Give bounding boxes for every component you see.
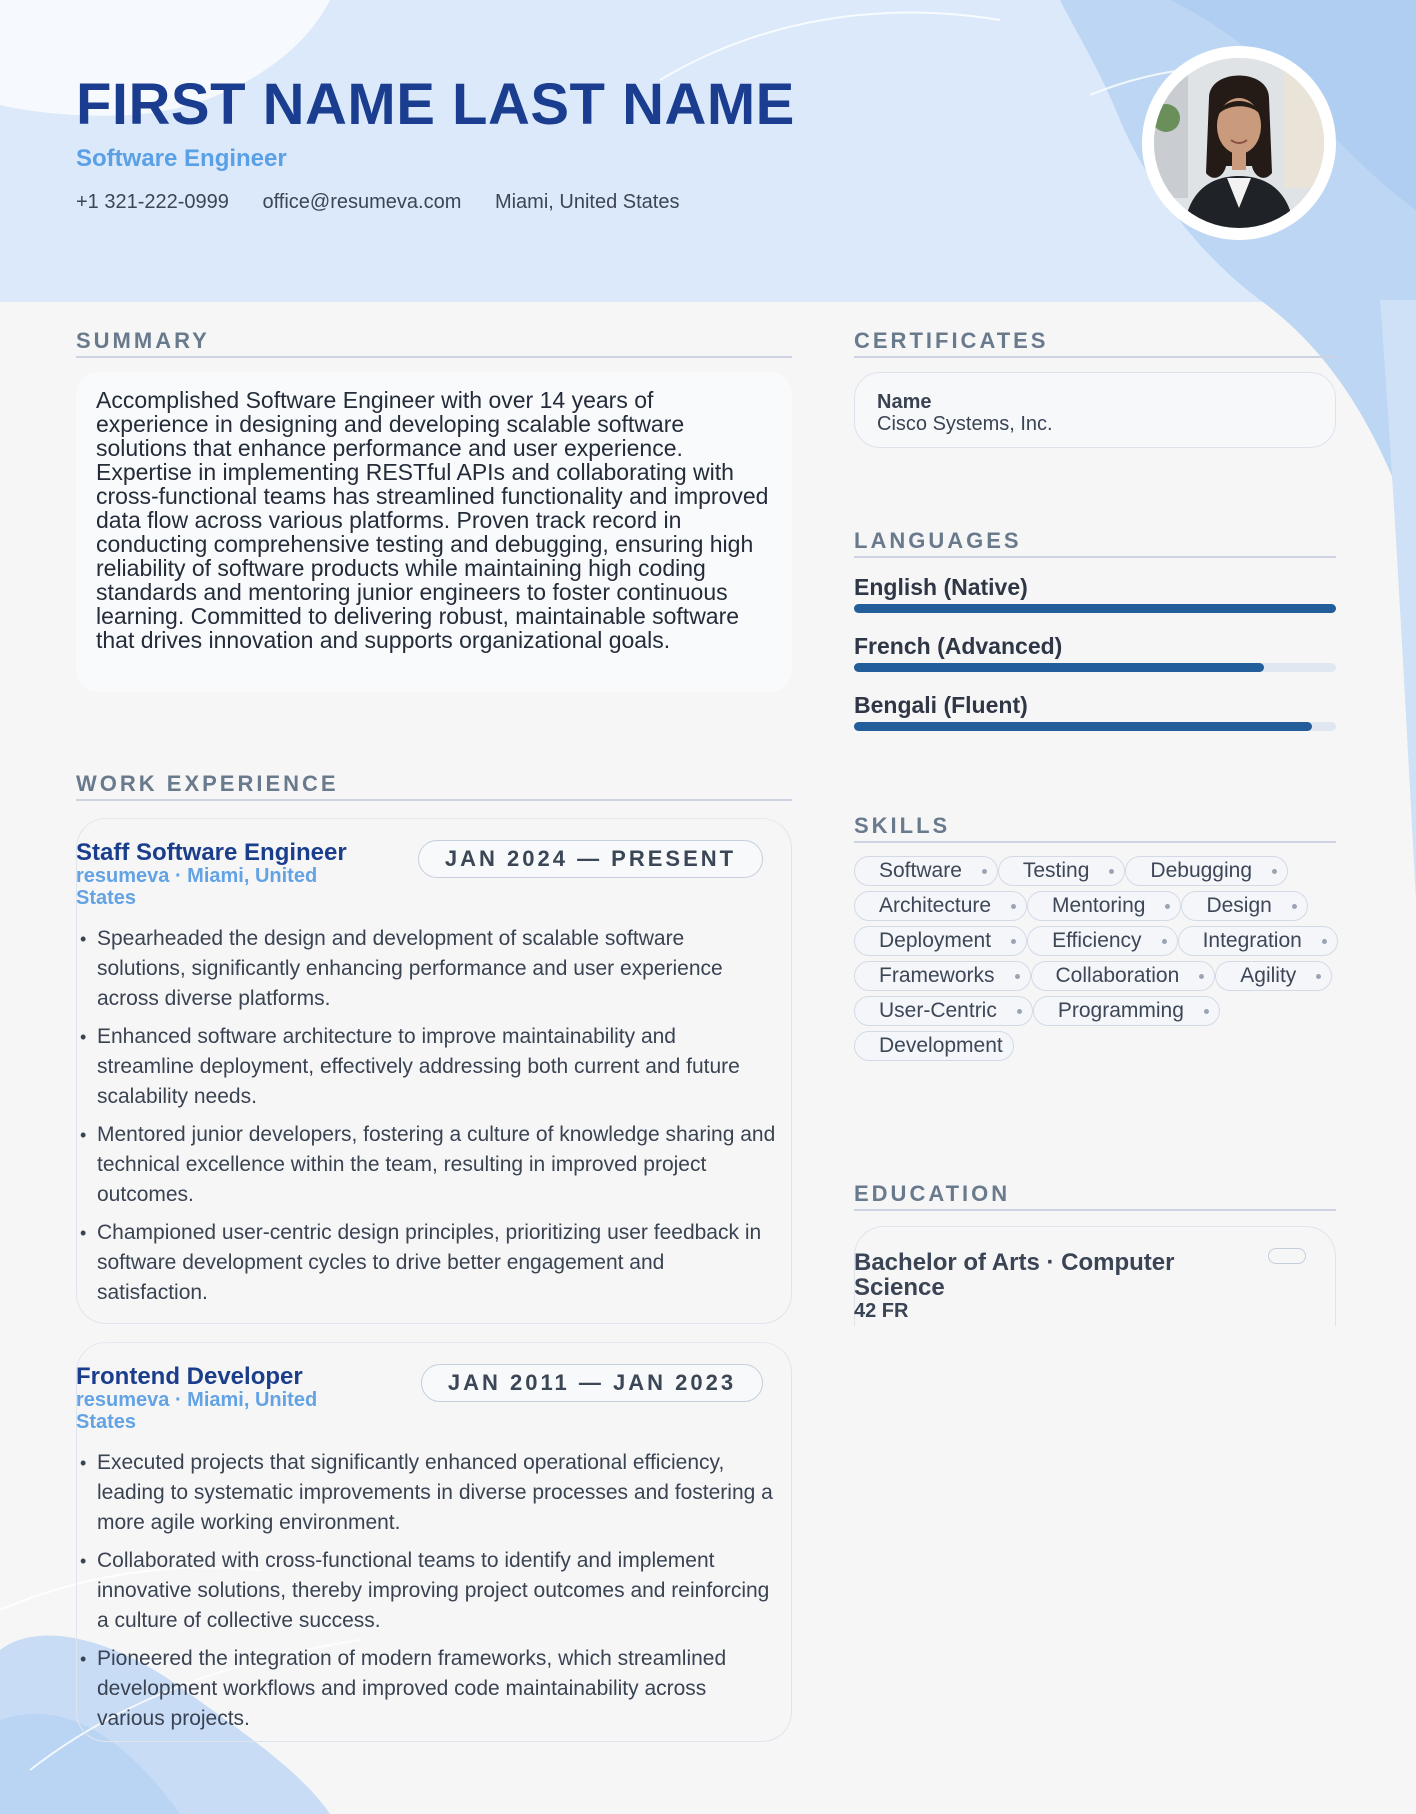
summary-heading: SUMMARY bbox=[76, 328, 210, 353]
education-heading: EDUCATION bbox=[854, 1181, 1011, 1206]
language-level-track bbox=[854, 604, 1336, 613]
certificate-value: Cisco Systems, Inc. bbox=[877, 413, 1053, 435]
skill-chip bbox=[854, 891, 1027, 921]
language-level-track bbox=[854, 722, 1336, 731]
skill-chip bbox=[1125, 856, 1288, 886]
language-name: Bengali (Fluent) bbox=[854, 692, 1028, 718]
skill-chip bbox=[998, 856, 1126, 886]
skill-label: Programming bbox=[1057, 999, 1184, 1022]
job-bullet: • Mentored junior developers, fostering a culture of knowledge sharing and technical excellence within the team, resulting in improved project outcomes. bbox=[78, 1120, 778, 1210]
language-level-track bbox=[854, 663, 1336, 672]
job-bullets bbox=[78, 1448, 778, 1742]
skill-dot-icon bbox=[1292, 904, 1297, 909]
skill-label: Development bbox=[879, 1034, 1003, 1057]
job-bullet: • Collaborated with cross-functional teams to identify and implement innovative solutions, thereby improving project outcomes and reinforcing a culture of collective success. bbox=[78, 1546, 778, 1636]
skill-chip bbox=[1031, 961, 1216, 991]
skill-chip bbox=[1027, 891, 1181, 921]
certificate-label: Name bbox=[877, 391, 932, 413]
skill-chip bbox=[1033, 996, 1220, 1026]
portrait-illustration bbox=[1154, 58, 1324, 228]
skill-label: Integration bbox=[1202, 929, 1302, 952]
certificate-card bbox=[854, 372, 1336, 448]
profile-photo bbox=[1142, 46, 1336, 240]
skill-label: Frameworks bbox=[879, 964, 995, 987]
skills-heading: SKILLS bbox=[854, 813, 951, 838]
skill-dot-icon bbox=[1162, 939, 1167, 944]
contact-line bbox=[76, 191, 707, 214]
skill-label: User-Centric bbox=[879, 999, 997, 1022]
job-role: Software Engineer bbox=[76, 145, 287, 172]
languages-heading: LANGUAGES bbox=[854, 528, 1022, 553]
skill-dot-icon bbox=[1011, 904, 1016, 909]
skill-dot-icon bbox=[1322, 939, 1327, 944]
skill-dot-icon bbox=[982, 869, 987, 874]
languages-divider bbox=[854, 556, 1336, 558]
skill-label: Mentoring bbox=[1052, 894, 1146, 917]
skill-dot-icon bbox=[1017, 1009, 1022, 1014]
skill-dot-icon bbox=[1015, 974, 1020, 979]
skill-label: Debugging bbox=[1150, 859, 1253, 882]
education-school: 42 FR bbox=[854, 1300, 909, 1322]
job-bullet: • Executed projects that significantly enhanced operational efficiency, leading to systematic improvements in diverse processes and fostering a more agile working environment. bbox=[78, 1448, 778, 1538]
certificates-divider bbox=[854, 356, 1336, 358]
profile-photo-image bbox=[1154, 58, 1324, 228]
skill-chip bbox=[854, 856, 998, 886]
skill-chip bbox=[1215, 961, 1332, 991]
skill-label: Software bbox=[879, 859, 962, 882]
job-bullet: • Championed user-centric design principles, prioritizing user feedback in software development cycles to drive better engagement and satisfaction. bbox=[78, 1218, 778, 1308]
work-heading: WORK EXPERIENCE bbox=[76, 771, 339, 796]
education-degree: Bachelor of Arts · Computer Science bbox=[854, 1249, 1175, 1301]
phone: +1 321-222-0999 bbox=[76, 191, 229, 213]
language-level-fill bbox=[854, 663, 1264, 672]
skill-chip bbox=[1027, 926, 1178, 956]
skill-label: Architecture bbox=[879, 894, 992, 917]
skill-label: Agility bbox=[1240, 964, 1297, 987]
language-name: English (Native) bbox=[854, 574, 1028, 600]
skill-dot-icon bbox=[1199, 974, 1204, 979]
summary-text: Accomplished Software Engineer with over 14 years of experience in designing and developing scalable software solutions that enhance performance and user experience. Expertise in implementing RESTful APIs and collaborating with cross-functional teams has streamlined functionality and improved data flow across various platforms. Proven track record in conducting comprehensive testing and debugging, ensuring high reliability of software products while maintaining high coding standards and mentoring junior engineers to foster continuous learning. Committed to delivering robust, maintainable software that drives innovation and supports organizational goals. bbox=[96, 387, 769, 653]
skill-dot-icon bbox=[1011, 939, 1016, 944]
skills-list bbox=[854, 856, 1338, 1061]
job-dates: JAN 2011 — JAN 2023 bbox=[421, 1364, 763, 1402]
language-level-fill bbox=[854, 722, 1312, 731]
skill-label: Testing bbox=[1022, 859, 1090, 882]
skill-dot-icon bbox=[1165, 904, 1170, 909]
skill-label: Efficiency bbox=[1052, 929, 1142, 952]
job-title: Staff Software Engineer bbox=[76, 839, 347, 866]
skill-chip bbox=[1178, 926, 1338, 956]
job-bullet: • Spearheaded the design and development of scalable software solutions, significantly enhancing performance and user experience across diverse platforms. bbox=[78, 924, 778, 1014]
education-divider bbox=[854, 1209, 1336, 1211]
skill-chip bbox=[854, 961, 1031, 991]
location: Miami, United States bbox=[494, 191, 680, 213]
full-name: FIRST NAME LAST NAME bbox=[76, 72, 795, 137]
job-dates: JAN 2024 — PRESENT bbox=[418, 840, 763, 878]
skill-dot-icon bbox=[1272, 869, 1277, 874]
job-company: resumeva · Miami, United States bbox=[76, 865, 318, 909]
skill-chip bbox=[854, 926, 1027, 956]
language-name: French (Advanced) bbox=[854, 633, 1063, 659]
work-divider bbox=[76, 799, 792, 801]
email: office@resumeva.com bbox=[262, 191, 462, 213]
skills-divider bbox=[854, 841, 1336, 843]
skill-label: Deployment bbox=[879, 929, 992, 952]
language-level-fill bbox=[854, 604, 1336, 613]
skill-label: Design bbox=[1206, 894, 1272, 917]
job-bullet: • Enhanced software architecture to improve maintainability and streamline deployment, effectively addressing both current and future scalability needs. bbox=[78, 1022, 778, 1112]
skill-label: Collaboration bbox=[1055, 964, 1180, 987]
skill-chip bbox=[854, 1031, 1014, 1061]
job-bullet: • Pioneered the integration of modern frameworks, which streamlined development workflows and improved code maintainability across various projects. bbox=[78, 1644, 778, 1734]
skill-dot-icon bbox=[1109, 869, 1114, 874]
job-bullets bbox=[78, 924, 778, 1316]
job-company: resumeva · Miami, United States bbox=[76, 1389, 318, 1433]
skill-chip bbox=[1181, 891, 1307, 921]
job-title: Frontend Developer bbox=[76, 1363, 303, 1390]
summary-divider bbox=[76, 356, 792, 358]
skill-dot-icon bbox=[1316, 974, 1321, 979]
summary-card bbox=[76, 372, 792, 692]
education-date-pill bbox=[1268, 1248, 1306, 1264]
skill-chip bbox=[854, 996, 1033, 1026]
certificates-heading: CERTIFICATES bbox=[854, 328, 1049, 353]
skill-dot-icon bbox=[1204, 1009, 1209, 1014]
